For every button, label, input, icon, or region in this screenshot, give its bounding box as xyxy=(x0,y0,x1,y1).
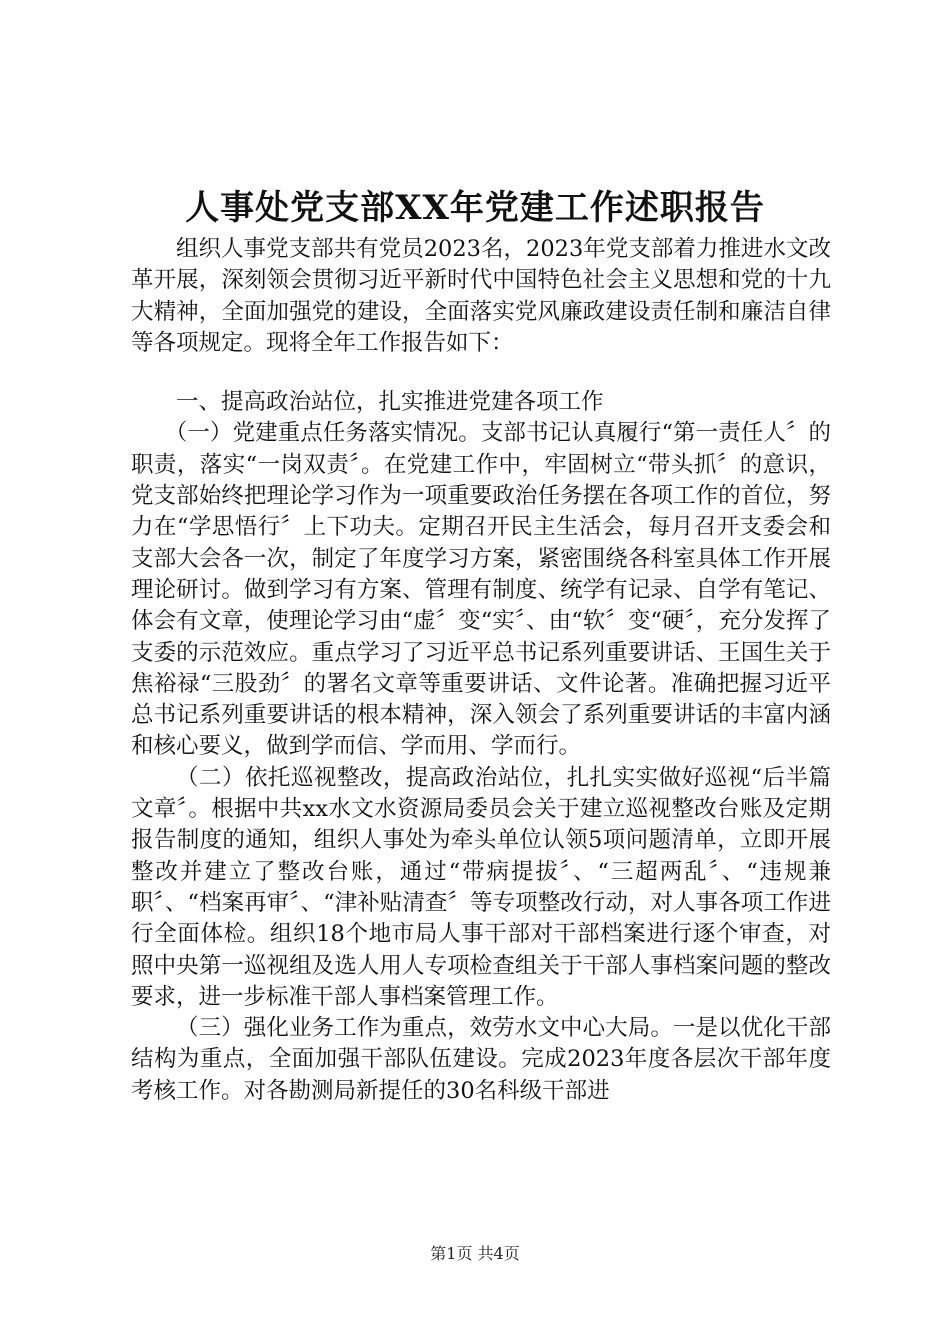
page-footer: 第1页 共4页 xyxy=(430,1244,520,1263)
paragraph-party-building: （一）党建重点任务落实情况。支部书记认真履行“第一责任人〞的职责，落实“一岗双责〞。在党建工作中，牢固树立“带头抓〞的意识，党支部始终把理论学习作为一项重要政治任务摆在各项工作的首位，努力在“学思悟行〞上下功夫。定期召开民主生活会，每月召开支委会和支部大会各一次，制定了年度学习方案，紧密围绕各科室具体工作开展理论研讨。做到学习有方案、管理有制度、统学有记录、自学有笔记、体会有文章，使理论学习由“虚〞变“实〞、由“软〞变“硬〞，充分发挥了支委的示范效应。重点学习了习近平总书记系列重要讲话、王国生关于焦裕禄“三股劲〞的署名文章等重要讲话、文件论著。准确把握习近平总书记系列重要讲话的根本精神，深入领会了系列重要讲话的丰富内涵和核心要义，做到学而信、学而用、学而行。 xyxy=(131,420,831,760)
paragraph-business-work: （三）强化业务工作为重点，效劳水文中心大局。一是以优化干部结构为重点，全面加强干部队伍建设。完成2023年度各层次干部年度考核工作。对各勘测局新提任的30名科级干部进 xyxy=(131,1015,831,1104)
document-body xyxy=(131,234,831,1107)
paragraph-inspection-rectification: （二）依托巡视整改，提高政治站位，扎扎实实做好巡视“后半篇文章〞。根据中共xx水文水资源局委员会关于建立巡视整改台账及定期报告制度的通知，组织人事处为牵头单位认领5项问题清单，立即开展整改并建立了整改台账，通过“带病提拔〞、“三超两乱〞、“违规兼职〞、“档案再审〞、“津补贴清查〞等专项整改行动，对人事各项工作进行全面体检。组织18个地市局人事干部对干部档案进行逐个审查，对照中央第一巡视组及选人用人专项检查组关于干部人事档案问题的整改要求，进一步标准干部人事档案管理工作。 xyxy=(131,764,831,1010)
intro-paragraph: 组织人事党支部共有党员2023名，2023年党支部着力推进水文改革开展，深刻领会贯彻习近平新时代中国特色社会主义思想和党的十九大精神，全面加强党的建设，全面落实党风廉政建设责任制和廉洁自律等各项规定。现将全年工作报告如下： xyxy=(131,236,831,356)
document-title: 人事处党支部XX年党建工作述职报告 xyxy=(185,188,765,228)
section-heading-1: 一、提高政治站位，扎实推进党建各项工作 xyxy=(176,389,604,416)
